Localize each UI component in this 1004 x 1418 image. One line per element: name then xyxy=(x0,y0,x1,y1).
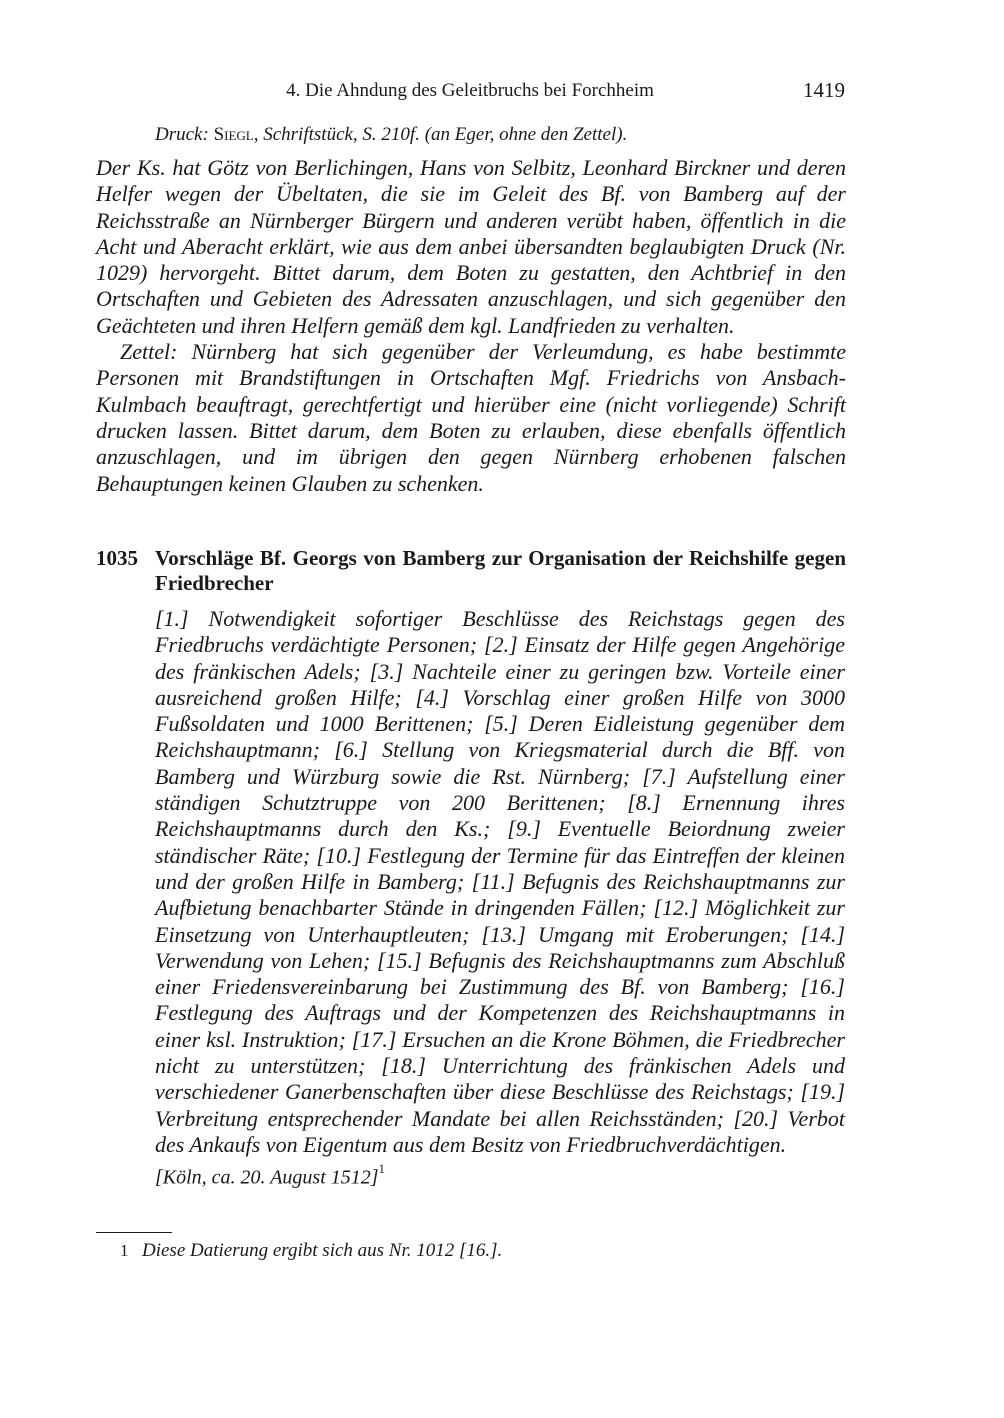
document-heading xyxy=(96,546,846,596)
document-title: Vorschläge Bf. Georgs von Bamberg zur Organisation der Reichshilfe gegen Friedbrecher xyxy=(155,546,846,595)
document-regest: [1.] Notwendigkeit sofortiger Beschlüsse des Reichstags gegen des Friedbruchs verdächtigte Personen; [2.] Einsatz der Hilfe gegen Angehörige des fränkischen Adels; [3.] Nachteile einer zu geringen bzw. Vorteile einer ausreichend großen Hilfe; [4.] Vorschlag einer großen Hilfe von 3000 Fußsoldaten und 1000 Berittenen; [5.] Deren Eidleistung gegenüber dem Reichshauptmann; [6.] Stellung von Kriegsmaterial durch die Bff. von Bamberg und Würzburg sowie die Rst. Nürnberg; [7.] Aufstellung einer ständigen Schutztruppe von 200 Berittenen; [8.] Ernennung ihres Reichshauptmanns durch den Ks.; [9.] Eventuelle Beiordnung zweier ständischer Räte; [10.] Festlegung der Termine für das Eintreffen der kleinen und der großen Hilfe in Bamberg; [11.] Befugnis des Reichshauptmanns zur Aufbietung benachbarter Stände in dringenden Fällen; [12.] Möglichkeit zur Einsetzung von Unterhauptleuten; [13.] Umgang mit Eroberungen; [14.] Verwendung von Lehen; [15.] Befugnis des Reichshauptmanns zum Abschluß einer Friedensvereinbarung bei Zustimmung des Bf. von Bamberg; [16.] Festlegung des Auftrags und der Kompetenzen des Reichshauptmanns in einer ksl. Instruktion; [17.] Ersuchen an die Krone Böhmen, die Friedbrecher nicht zu unterstützen; [18.] Unterrichtung des fränkischen Adels und verschiedener Ganerbenschaften über diese Beschlüsse des Reichstags; [19.] Verbreitung entsprechender Mandate bei allen Reichsständen; [20.] Verbot des Ankaufs von Eigentum aus dem Besitz von Friedbruchverdächtigen. xyxy=(155,606,845,1157)
print-ref-author: Siegl xyxy=(213,124,254,145)
footnote-mark: 1 xyxy=(120,1241,129,1260)
footnote xyxy=(120,1240,840,1262)
print-reference xyxy=(155,124,845,146)
footnote-text: Diese Datierung ergibt sich aus Nr. 1012 [16.]. xyxy=(142,1240,503,1261)
document-dating xyxy=(155,1161,386,1190)
footnote-reference[interactable]: 1 xyxy=(378,1161,386,1176)
running-header-title: 4. Die Ahndung des Geleitbruchs bei Forchheim xyxy=(286,80,654,101)
document-number: 1035 xyxy=(96,546,138,570)
summary-main-paragraph: Der Ks. hat Götz von Berlichingen, Hans von Selbitz, Leonhard Birckner und deren Helfer wegen der Übeltaten, die sie im Geleit des Bf. von Bamberg auf der Reichsstraße an Nürnberger Bürgern und anderen verübt haben, öffentlich in die Acht und Aberacht erklärt, wie aus dem anbei übersandten beglaubigten Druck (Nr. 1029) hervorgeht. Bittet darum, dem Boten zu gestatten, den Achtbrief in den Ortschaften und Gebieten des Adressaten anzuschlagen, und sich gegenüber den Geächteten und ihren Helfern gemäß dem kgl. Landfrieden zu verhalten. xyxy=(96,155,846,338)
page-number: 1419 xyxy=(803,78,845,102)
document-summary xyxy=(96,155,846,497)
print-ref-prefix: Druck: xyxy=(155,124,214,145)
print-ref-rest: , Schriftstück, S. 210f. (an Eger, ohne den Zettel). xyxy=(253,124,628,145)
dating-text: [Köln, ca. 20. August 1512] xyxy=(155,1166,379,1189)
summary-zettel-paragraph: Zettel: Nürnberg hat sich gegenüber der Verleumdung, es habe bestimmte Personen mit Brandstiftungen in Ortschaften Mgf. Friedrichs von Ansbach-Kulmbach beauftragt, gerechtfertigt und hierüber eine (nicht vorliegende) Schrift drucken lassen. Bittet darum, dem Boten zu erlauben, diese ebenfalls öffentlich anzuschlagen, und im übrigen den gegen Nürnberg erhobenen falschen Behauptungen keinen Glauben zu schenken. xyxy=(96,339,846,496)
footnote-divider xyxy=(96,1232,172,1233)
